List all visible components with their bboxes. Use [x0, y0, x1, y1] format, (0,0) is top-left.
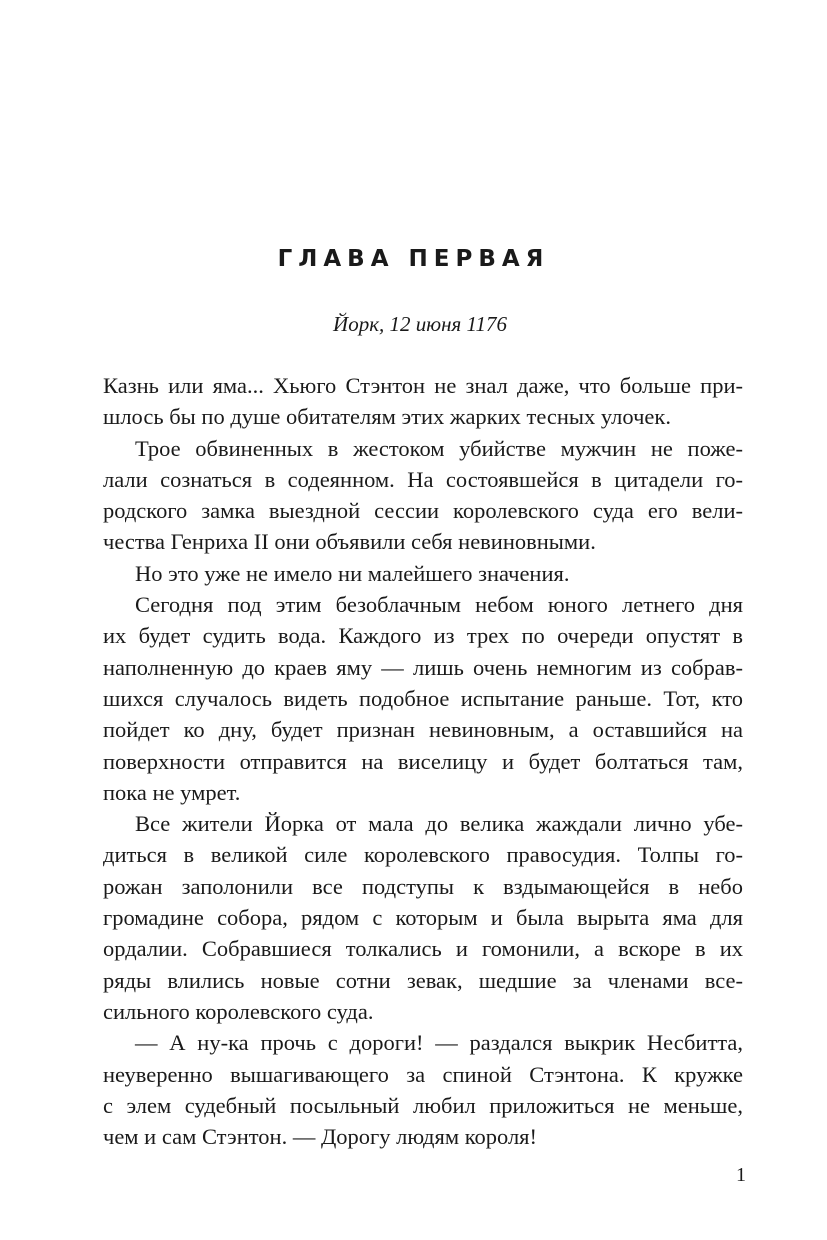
text-line: ордалии. Собравшиеся толкались и гомонили, а вскоре в их [103, 936, 743, 962]
text-line: неуверенно вышагивающего за спиной Стэнтона. К кружке [103, 1061, 743, 1087]
text-line: наполненную до краев яму — лишь очень немногим из собрав- [103, 654, 743, 680]
text-line: сильного королевского суда. [103, 998, 374, 1024]
text-line: их будет судить вода. Каждого из трех по очереди опустят в [103, 623, 743, 649]
text-line: родского замка выездной сессии королевского суда его вели- [103, 498, 743, 524]
text-line: рожан заполонили все подступы к вздымающейся в небо [103, 873, 743, 899]
text-line: с элем судебный посыльный любил приложиться не меньше, [103, 1092, 743, 1118]
body-text [103, 370, 743, 1152]
text-line: Трое обвиненных в жестоком убийстве мужчин не поже- [135, 435, 743, 461]
text-line: чества Генриха II они объявили себя невиновными. [103, 529, 596, 555]
text-line: Сегодня под этим безоблачным небом юного летнего дня [135, 592, 743, 618]
text-line: — А ну-ка прочь с дороги! — раздался выкрик Несбитта, [135, 1030, 743, 1056]
text-line: шихся случалось видеть подобное испытание раньше. Тот, кто [103, 685, 743, 711]
text-line: ряды влились новые сотни зевак, шедшие за членами все- [103, 967, 743, 993]
text-line: диться в великой силе королевского правосудия. Толпы го- [103, 842, 743, 868]
chapter-place-date: Йорк, 12 июня 1176 [333, 312, 507, 336]
text-line: пойдет ко дну, будет признан невиновным, а оставшийся на [103, 717, 743, 743]
text-line: чем и сам Стэнтон. — Дорогу людям короля! [103, 1124, 538, 1150]
text-line: громадине собора, рядом с которым и была вырыта яма для [103, 905, 743, 931]
text-line: Все жители Йорка от мала до велика жаждали лично убе- [135, 811, 743, 837]
text-line: шлось бы по душе обитателям этих жарких тесных улочек. [103, 404, 671, 430]
text-line: поверхности отправится на виселицу и будет болтаться там, [103, 748, 743, 774]
chapter-title: ГЛАВА ПЕРВАЯ [277, 246, 550, 272]
text-line: лали сознаться в содеянном. На состоявшейся в цитадели го- [103, 466, 743, 492]
page-number: 1 [736, 1164, 746, 1186]
text-line: пока не умрет. [103, 779, 241, 805]
text-line: Но это уже не имело ни малейшего значения. [135, 560, 570, 586]
text-line: Казнь или яма... Хьюго Стэнтон не знал даже, что больше при- [103, 373, 743, 398]
